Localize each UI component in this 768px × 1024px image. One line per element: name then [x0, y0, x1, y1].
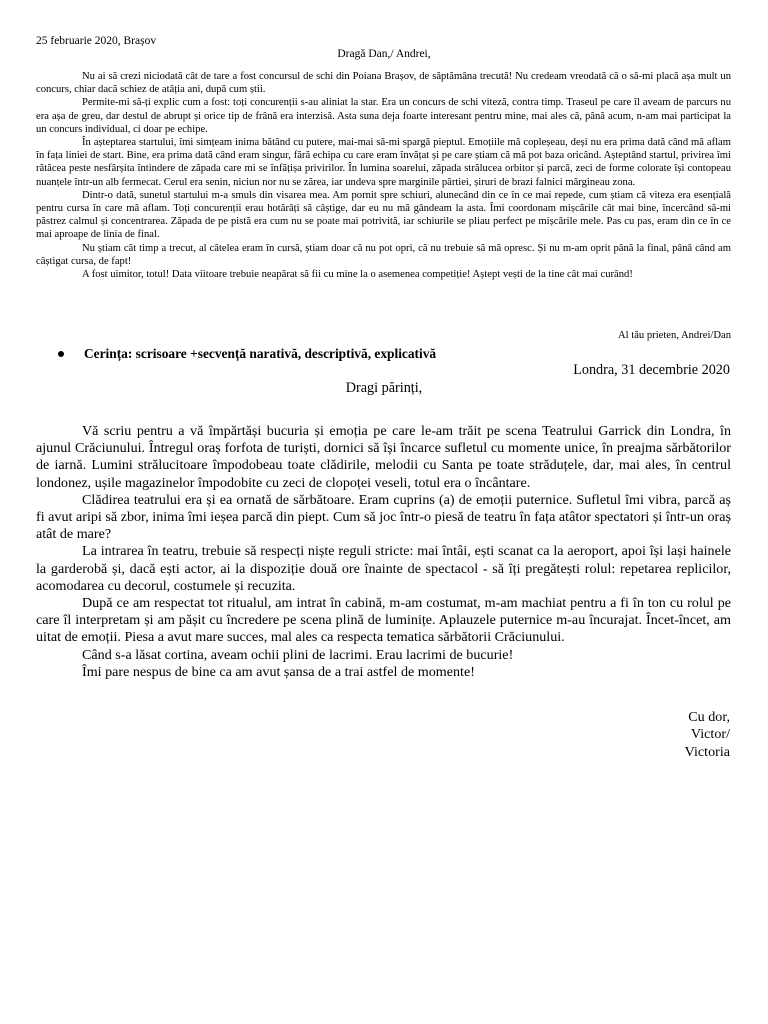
letter2-paragraph: Clădirea teatrului era și ea ornată de sărbătoare. Eram cuprins (a) de emoții puternice. Sufletul îmi vibra, parcă aș fi avut aripi să zbor, inima îmi ieșea parcă din piept. Cum să joc într-o piesă de teatru în fața atâtor spectatori și într-un oraș atât de mare?	[36, 491, 731, 543]
letter2-paragraph: Vă scriu pentru a vă împărtăși bucuria și emoția pe care le-am trăit pe scena Teatrului Garrick din Londra, în ajunul Crăciunului. Întregul oraș forfota de turiști, dornici să își încarce sufletul cu momente unice, în preajma sărbătorilor de iarnă. Lumini strălucitoare împodobeau toate clădirile, melodii cu Santa pe toate străduțele, dar, mai ales, în centrul londonez, ușile magazinelor împodobite cu zeci de clopoței veseli, totul era o încântare.	[36, 423, 731, 491]
closing-line: Cu dor,	[688, 709, 730, 725]
letter1-paragraph: În așteptarea startului, îmi simțeam inima bătând cu putere, mai-mai să-mi spargă pieptul. Emoțiile mă copleșeau, deși nu era prima dată când mă aflam în fața liniei de start. Bine, era prima dată când eram singur, fără echipa cu care eram învățat și pe care știam că mă pot baza oricând. Așteptând startul, privirea îmi rătăcea peste nesfârșita întindere de zăpada care mi se înfățișa privirilor. În lumina soarelui, zăpada strălucea orbitor și parcă, zeci de forme colorate își contopeau nuanțele într-un alb fermecat. Cerul era senin, niciun nor nu se zărea, iar undeva spre marginile pârtiei, șiruri de brazi falnici mărgineau zona.	[36, 137, 731, 188]
letter1-paragraph: Nu știam cât timp a trecut, al câtelea eram în cursă, știam doar că nu pot opri, că nu trebuie să mă opresc. Și nu m-am oprit până la final, până când am câștigat cursa, de fapt!	[36, 242, 731, 267]
letter1-paragraph: Nu ai să crezi niciodată cât de tare a fost concursul de schi din Poiana Brașov, de săptămâna trecută! Nu credeam vreodată că o să-mi placă așa mult un concurs, chiar dacă schiez de atâția ani, după cum știi.	[36, 71, 731, 96]
letter1-greeting: Dragă Dan,/ Andrei,	[337, 48, 431, 60]
letter1-paragraph: Permite-mi să-ți explic cum a fost: toți concurenții s-au aliniat la star. Era un concurs de schi viteză, contra timp. Traseul pe care îl aveam de parcurs nu era așa de greu, dar destul de abrupt și orice tip de frână era interzisă. Asta suna deja foarte interesant pentru mine, mai ales că, până acum, n-am mai participat la un concurs individual, ci doar pe echipe.	[36, 97, 731, 135]
letter2-paragraph: Îmi pare nespus de bine ca am avut șansa de a trai astfel de momente!	[82, 663, 475, 680]
letter2-paragraph: La intrarea în teatru, trebuie să respecți niște reguli stricte: mai întâi, ești scanat ca la aeroport, apoi își lași hainele la garderobă și, dacă ești actor, ai la dispoziție două ore înainte de spectacol - să îți pregătești rolul: repetarea replicilor, acomodarea cu decorul, costumele și recuzita.	[36, 543, 731, 594]
letter2-body	[36, 423, 731, 681]
letter1-date-place: 25 februarie 2020, Brașov	[36, 35, 157, 47]
closing-line: Victoria	[684, 743, 730, 760]
letter2-greeting: Dragi părinți,	[345, 380, 423, 396]
requirement-text: Cerința: scrisoare +secvență narativă, descriptivă, explicativă	[84, 346, 437, 361]
letter2-paragraph: După ce am respectat tot ritualul, am intrat în cabină, m-am costumat, m-am machiat pentru a fi în ton cu rolul pe care îl interpretam și am pășit cu încredere pe scena plină de luminițe. Aplauzele puternice m-au încurajat. Încet-încet, am uitat de emoții. Piesa a avut mare succes, mal ales ca respecta tematica sărbătorii Crăciunului.	[36, 595, 731, 646]
letter2-closing	[685, 709, 730, 761]
closing-line: Victor/	[690, 726, 730, 743]
letter2-paragraph: Când s-a lăsat cortina, aveam ochii plini de lacrimi. Erau lacrimi de bucurie!	[82, 646, 514, 663]
letter1-paragraph: Dintr-o dată, sunetul startului m-a smuls din visarea mea. Am pornit spre schiuri, alunecând din ce în ce mai repede, cum știam că viteza era esențială pentru cursa în care mă aflam. Toți concurenții erau hotărâți să câștige, dar eu nu mă gândeam la asta. Îmi coordonam mișcările cât mai bine, încercând să-mi păstrez calmul și concentrarea. Zăpada de pe pistă era cum nu se poate mai potrivită, iar schiurile se pliau perfect pe mișcările mele. Pas cu pas, eram din ce în ce mai aproape de linia de final.	[36, 189, 731, 241]
requirement-bullet	[61, 346, 436, 362]
letter1-signature: Al tău prieten, Andrei/Dan	[618, 330, 731, 341]
letter1-body	[36, 70, 731, 281]
letter1-paragraph: A fost uimitor, totul! Data viitoare trebuie neapărat să fii cu mine la o asemenea competiție! Aștept vești de la tine cât mai curând!	[82, 269, 633, 281]
letter2-date-place: Londra, 31 decembrie 2020	[573, 362, 730, 378]
bullet-dot-icon	[58, 351, 64, 357]
